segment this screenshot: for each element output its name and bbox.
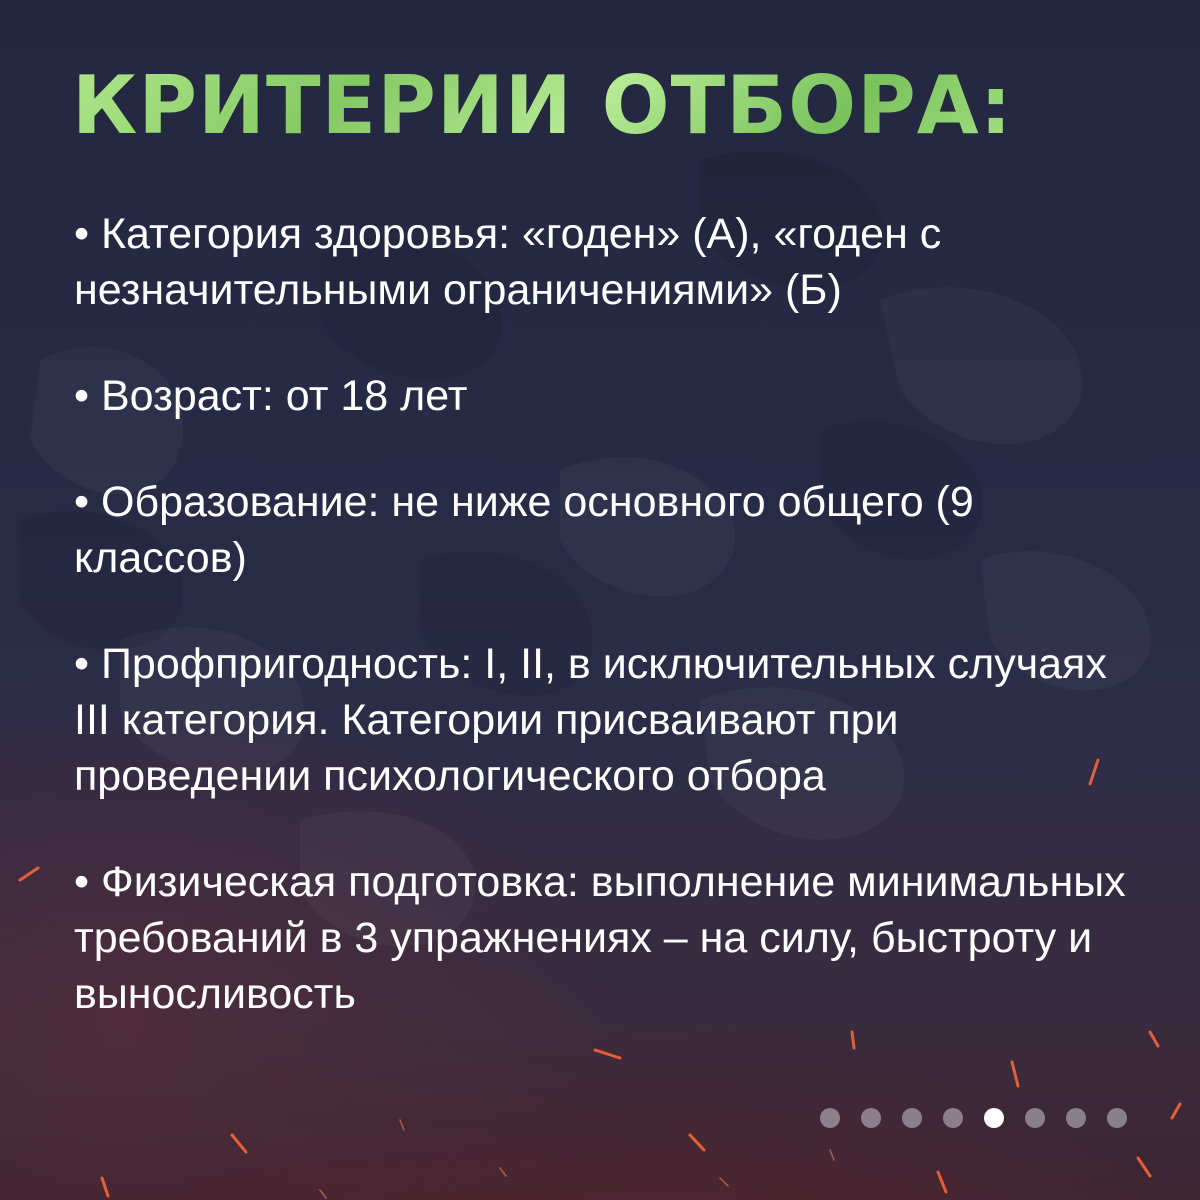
pagination-dot[interactable] [1025, 1108, 1045, 1128]
pagination-dot-active[interactable] [984, 1108, 1004, 1128]
pagination-dot[interactable] [1066, 1108, 1086, 1128]
criterion-age: • Возраст: от 18 лет [74, 372, 468, 420]
pagination-dot[interactable] [820, 1108, 840, 1128]
criteria-list [74, 206, 1144, 1022]
pagination-dot[interactable] [1107, 1108, 1127, 1128]
criterion-fitness: • Физическая подготовка: выполнение минимальных требований в 3 упражнениях – на силу, быстроту и выносливость [74, 858, 1126, 1018]
pagination-dot[interactable] [902, 1108, 922, 1128]
pagination-dot[interactable] [861, 1108, 881, 1128]
page-title: КРИТЕРИИ ОТБОРА: [72, 59, 1013, 152]
pagination-dot[interactable] [943, 1108, 963, 1128]
carousel-pagination [820, 1108, 1127, 1128]
criterion-aptitude: • Профпригодность: I, II, в исключительных случаях III категория. Категории присваивают при проведении психологического отбора [74, 640, 1107, 800]
criterion-health: • Категория здоровья: «годен» (А), «годен с незначительными ограничениями» (Б) [74, 210, 942, 314]
criterion-education: • Образование: не ниже основного общего (9 классов) [74, 478, 974, 582]
